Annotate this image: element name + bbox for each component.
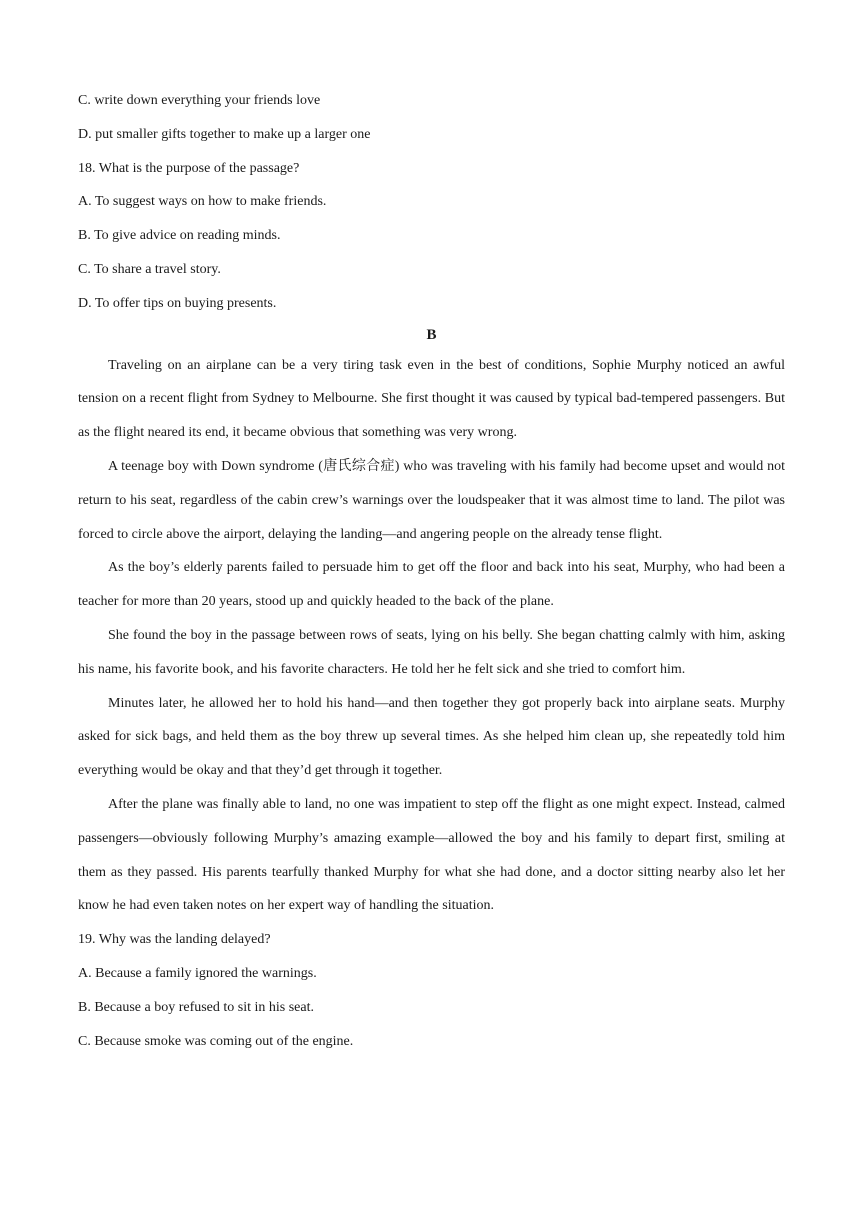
q18-option-a: A. To suggest ways on how to make friends. <box>78 194 327 210</box>
passage-b-paragraph-2: A teenage boy with Down syndrome (唐氏综合症) who was traveling with his family had become upset and would not return to his seat, regardless of the cabin crew’s warnings over the loudspeaker that it was almost time to land. The pilot was forced to circle above the airport, delaying the landing—and angering people on the already tense flight. <box>78 458 785 542</box>
q18-option-d: D. To offer tips on buying presents. <box>78 295 277 311</box>
passage-b-paragraph-5: Minutes later, he allowed her to hold his hand—and then together they got properly back into airplane seats. Murphy asked for sick bags, and held them as the boy threw up several times. As she helped him clean up, she repeatedly told him everything would be okay and that they’d get through it together. <box>78 695 785 779</box>
passage-b-paragraph-6: After the plane was finally able to land, no one was impatient to step off the flight as one might expect. Instead, calmed passengers—obviously following Murphy’s amazing example—allowed the boy and his family to depart first, smiling at them as they passed. His parents tearfully thanked Murphy for what she had done, and a doctor sitting nearby also let her know he had even taken notes on her expert way of handling the situation. <box>78 796 785 914</box>
q17-option-c: C. write down everything your friends love <box>78 93 321 108</box>
q18-option-c: C. To share a travel story. <box>78 261 221 277</box>
passage-b-paragraph-3: As the boy’s elderly parents failed to persuade him to get off the floor and back into his seat, Murphy, who had been a teacher for more than 20 years, stood up and quickly headed to the back of the plane. <box>78 560 785 610</box>
document-page <box>78 84 785 1058</box>
passage-b-heading: B <box>426 326 437 343</box>
q18-option-b: B. To give advice on reading minds. <box>78 228 281 244</box>
passage-b-paragraph-4: She found the boy in the passage between rows of seats, lying on his belly. She began chatting calmly with him, asking his name, his favorite book, and his favorite characters. He told her he felt sick and she tried to comfort him. <box>78 627 785 677</box>
passage-b-paragraph-1: Traveling on an airplane can be a very tiring task even in the best of conditions, Sophie Murphy noticed an awful tension on a recent flight from Sydney to Melbourne. She first thought it was caused by typical bad-tempered passengers. But as the flight neared its end, it became obvious that something was very wrong. <box>78 357 785 441</box>
q18-question: 18. What is the purpose of the passage? <box>78 160 300 176</box>
q17-option-d: D. put smaller gifts together to make up a larger one <box>78 126 371 142</box>
q19-option-a: A. Because a family ignored the warnings. <box>78 965 317 981</box>
q19-option-c: C. Because smoke was coming out of the engine. <box>78 1033 354 1049</box>
q19-question: 19. Why was the landing delayed? <box>78 932 271 948</box>
q19-option-b: B. Because a boy refused to sit in his seat. <box>78 999 315 1015</box>
